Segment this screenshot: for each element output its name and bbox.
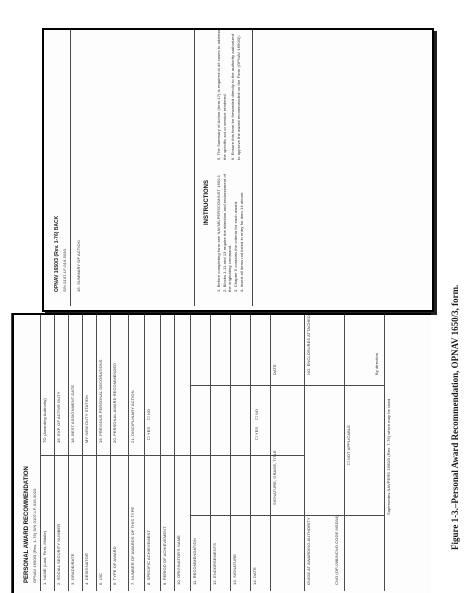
instruction-line: 6. Ensure this form be forwarded directly to the authority authorized xyxy=(230,33,235,160)
field-label: 10. ORIGINATOR'S NAME xyxy=(176,535,181,585)
instruction-line: 3. Chapter 5 contains the criteria for each award. xyxy=(233,200,238,292)
enclosures-label: NO. ENCLOSURES ATTACHED xyxy=(306,315,311,375)
front-col-divider xyxy=(190,385,384,386)
field-label: 14. DATE xyxy=(252,567,257,585)
right-field-label: 18. BEST ASSIGNMENT DATE xyxy=(70,384,75,443)
instruction-line: 2. Blocks 1-11 and 13 require the attention and endorsement of xyxy=(222,174,227,292)
right-field-label: 19. PREVIOUS PERSONAL DECORATIONS xyxy=(98,359,103,443)
front-row-divider xyxy=(174,315,175,591)
instruction-line: the originating command. xyxy=(227,244,232,292)
field-label: 2. SOCIAL SECURITY NUMBER xyxy=(56,523,61,585)
field-label: 1. NAME (Last, First, Middle) xyxy=(42,530,47,585)
field-label: 5. UIC xyxy=(98,573,103,585)
checkbox-yes[interactable]: ☐ YES xyxy=(146,426,151,440)
back-form-header-sub: S/N 0107-LF-016-5030 xyxy=(62,249,67,292)
front-row-divider xyxy=(250,315,251,591)
front-row-divider xyxy=(344,315,345,591)
front-row-divider xyxy=(270,315,271,591)
right-field-label: 21. DISCIPLINARY ACTION xyxy=(130,390,135,443)
front-row-divider xyxy=(68,315,69,591)
checkbox-label: YES xyxy=(146,426,151,436)
field-label: 12. ENDORSEMENTS xyxy=(212,542,217,585)
field-label: 3. GRADE/RATE xyxy=(70,553,75,585)
front-row-divider xyxy=(40,315,41,591)
instruction-line: 1. Before completing form see NAVMILPERSCOMINST 1650.1 xyxy=(216,174,221,292)
form-back-page xyxy=(42,28,434,312)
checkbox-no[interactable]: ☐ NO xyxy=(146,408,151,420)
field-label: 4. DESIGNATOR xyxy=(84,553,89,585)
field-label: 13. SIGNATURE xyxy=(232,553,237,585)
right-field-label: 20. PERSONAL AWARD RECOMMENDED xyxy=(112,362,117,443)
footer-sub: Supersedes NAVPERS 1650/3 (Rev. 7-76) which may be used xyxy=(386,398,391,515)
back-divider-1 xyxy=(70,30,71,306)
front-row-divider xyxy=(110,315,111,591)
field-label: 6. TYPE OF AWARD xyxy=(112,546,117,585)
field-label: 11. RECOMMENDATION xyxy=(192,538,197,585)
right-field-label: MY NEW DUTY STATION xyxy=(84,394,89,443)
instruction-line: the specific act or service rendered. xyxy=(222,93,227,160)
front-col-divider xyxy=(40,455,304,456)
back-instructions-title: INSTRUCTIONS xyxy=(204,180,210,225)
date-label: DATE xyxy=(272,364,277,375)
front-row-divider xyxy=(82,315,83,591)
form-front-page xyxy=(12,313,431,593)
back-divider-3 xyxy=(252,30,253,306)
checkbox-no[interactable]: ☐ NO xyxy=(254,408,259,420)
instruction-line: 5. The Summary of Action (Item 17) is required in all cases to address xyxy=(216,29,221,160)
front-row-divider xyxy=(210,315,211,591)
front-form-title-sub: OPNAV 1650/3 (Rev. 1-76) S/N 0107-LF-016-5020 xyxy=(32,488,37,583)
front-col-divider xyxy=(190,515,384,516)
signature-label: SIGNATURE, GRADE, TITLE xyxy=(272,450,277,505)
footer-label: By direction xyxy=(374,352,379,375)
checkbox-label: NOT APPLICABLE xyxy=(346,424,351,461)
checkbox-label: NO xyxy=(254,408,259,416)
front-row-divider xyxy=(160,315,161,591)
right-field-label: 16. EXP. OF ACTIVE DUTY xyxy=(56,391,61,443)
issue-line: GUIDE AT AWARDING AUTHORITY xyxy=(306,517,311,585)
front-row-divider xyxy=(128,315,129,591)
figure-caption: Figure 1-3.–Personal Award Recommendation, OPNAV 1650/3, form. xyxy=(450,284,460,550)
checkbox-not-applicable[interactable]: ☐ NOT APPLICABLE xyxy=(346,424,351,465)
field-label: 8. SPECIFIC ACHIEVEMENT xyxy=(146,530,151,585)
front-row-divider xyxy=(230,315,231,591)
back-divider-2 xyxy=(194,30,195,306)
field-label: 9. PERIOD OF ACHIEVEMENT xyxy=(162,526,167,585)
front-row-divider xyxy=(190,315,191,591)
received-label: CNO (OP-09B/NCNO CODE MSD04) xyxy=(334,515,339,585)
field-label: 7. NUMBER OF AWARDS OF THIS TYPE xyxy=(130,506,135,585)
instruction-line: to approve the award recommended on the Form (OPNAV 1650/3). xyxy=(236,35,241,160)
front-row-divider xyxy=(384,315,385,591)
back-summary-label: 16. SUMMARY OF ACTION xyxy=(76,240,81,292)
front-row-divider xyxy=(304,315,305,591)
front-row-divider xyxy=(96,315,97,591)
front-form-title: PERSONAL AWARD RECOMMENDATION xyxy=(24,466,30,583)
checkbox-label: YES xyxy=(254,426,259,436)
instruction-line: 4. Insert all items not listed in entry for item 14 above. xyxy=(239,191,244,292)
checkbox-label: NO xyxy=(146,408,151,416)
front-row-divider xyxy=(54,315,55,591)
checkbox-yes[interactable]: ☐ YES xyxy=(254,426,259,440)
right-field-label: TO (Awarding Authority) xyxy=(42,398,47,443)
back-form-header: OPNAV 1650/3 (Rev. 1-76) BACK xyxy=(54,215,60,292)
front-row-divider xyxy=(144,315,145,591)
